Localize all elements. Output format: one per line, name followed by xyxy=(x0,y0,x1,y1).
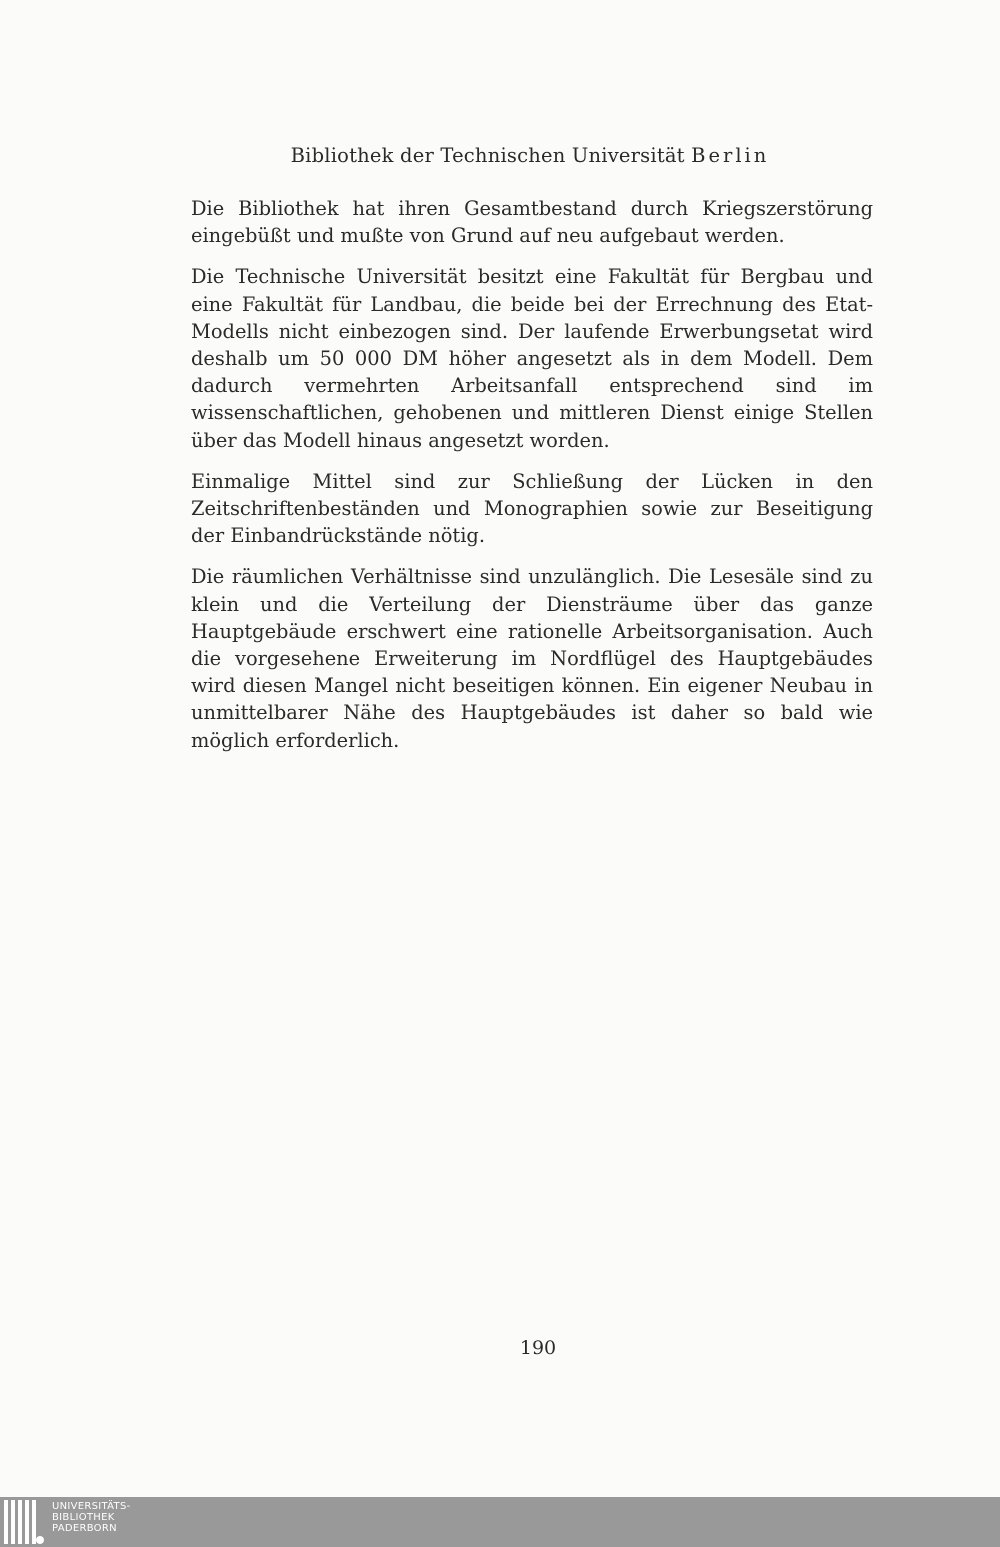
paragraph: Die Technische Universität besitzt eine Fakultät für Bergbau und eine Fakultät für Landbau, die beide bei der Errechnung des Etat-Modells nicht einbezogen sind. Der laufende Erwerbungsetat wird deshalb um 50 000 DM höher angesetzt als in dem Modell. Dem dadurch vermehrten Arbeitsanfall entsprechend sind im wissenschaftlichen, gehobenen und mittleren Dienst einige Stellen über das Modell hinaus angesetzt worden. xyxy=(191,265,873,452)
page-number: 190 xyxy=(519,1337,557,1359)
logo-line: BIBLIOTHEK xyxy=(52,1512,115,1523)
library-logo-text xyxy=(52,1501,131,1534)
heading-emphasis: Berlin xyxy=(691,144,770,167)
body-text xyxy=(191,195,873,768)
logo-line: PADERBORN xyxy=(52,1523,117,1534)
page-heading xyxy=(0,144,1000,167)
paragraph: Die Bibliothek hat ihren Gesamtbestand durch Kriegszerstörung eingebüßt und mußte von Grund auf neu aufgebaut werden. xyxy=(191,197,873,248)
logo-dot-icon xyxy=(36,1536,44,1544)
heading-text: Bibliothek der Technischen Universität xyxy=(290,144,692,167)
logo-line: UNIVERSITÄTS- xyxy=(52,1501,131,1512)
paragraph: Die räumlichen Verhältnisse sind unzulänglich. Die Lesesäle sind zu klein und die Verteilung der Diensträume über das ganze Hauptgebäude erschwert eine rationelle Arbeitsorganisation. Auch die vorgesehene Erweiterung im Nordflügel des Hauptgebäudes wird diesen Mangel nicht beseitigen können. Ein eigener Neubau in unmittelbarer Nähe des Hauptgebäudes ist daher so bald wie möglich erforderlich. xyxy=(191,565,873,752)
barcode-logo-icon xyxy=(4,1500,36,1544)
library-footer xyxy=(0,1497,1000,1547)
paragraph: Einmalige Mittel sind zur Schließung der Lücken in den Zeitschriftenbeständen und Monographien sowie zur Beseitigung der Einbandrückstände nötig. xyxy=(191,469,873,548)
